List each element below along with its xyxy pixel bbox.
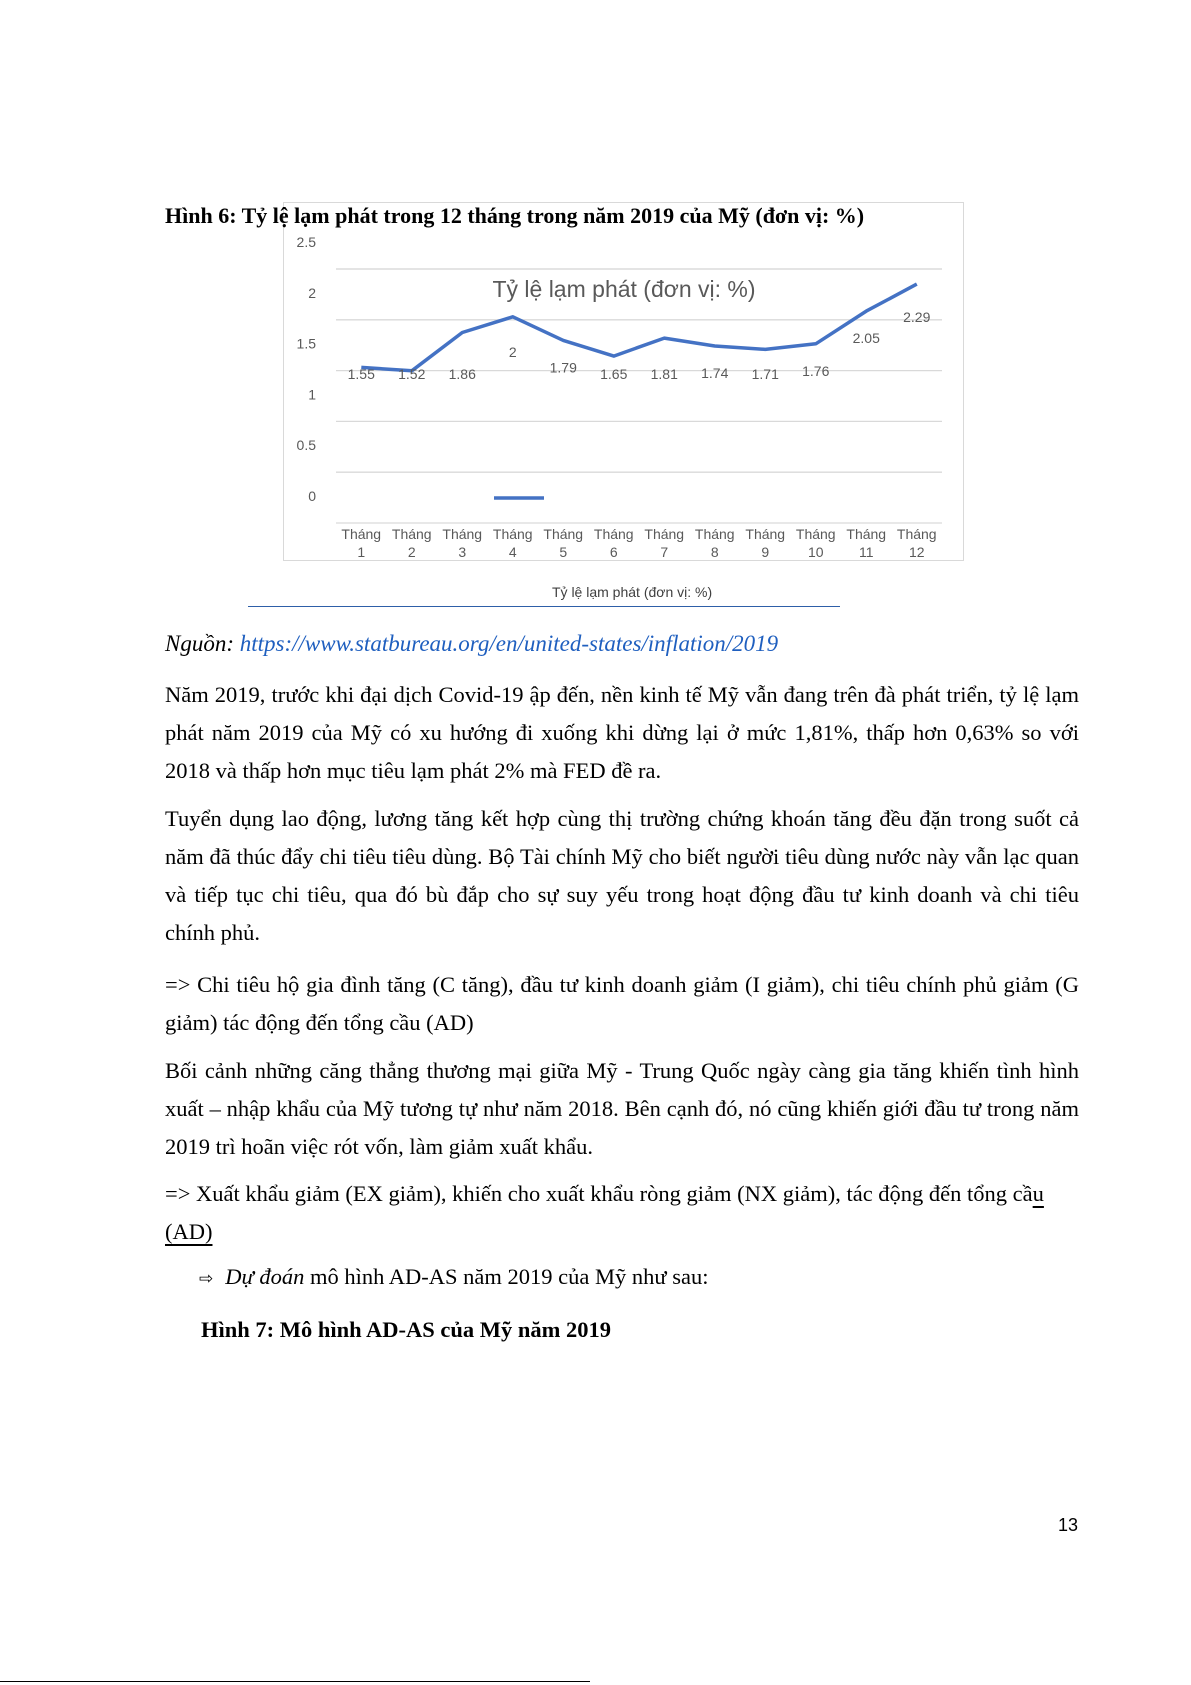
paragraph-consumer-spending: Tuyển dụng lao động, lương tăng kết hợp cùng thị trường chứng khoán tăng đều đặn trong suốt cả năm đã thúc đẩy chi tiêu tiêu dùng. Bộ Tài chính Mỹ cho biết người tiêu dùng nước này vẫn lạc quan và tiếp tục chi tiêu, qua đó bù đắp cho sự suy yếu trong hoạt động đầu tư kinh doanh và chi tiêu chính phủ. xyxy=(165,806,1079,945)
ad-underlined-text: u (AD) xyxy=(165,1181,1044,1244)
paragraph-ad-components: => Chi tiêu hộ gia đình tăng (C tăng), đầu tư kinh doanh giảm (I giảm), chi tiêu chính phủ giảm (G giảm) tác động đến tổng cầu (AD) xyxy=(165,972,1079,1035)
x-tick-label: 1 xyxy=(357,544,366,560)
x-tick-label: 2 xyxy=(407,544,416,560)
data-label: 1.71 xyxy=(751,366,779,382)
data-label: 1.79 xyxy=(549,359,577,376)
x-tick-label: 4 xyxy=(508,544,517,560)
x-tick-label: 12 xyxy=(908,544,925,560)
data-label: 1.76 xyxy=(802,362,830,379)
prediction-italic: Dự đoán xyxy=(225,1264,305,1289)
chart-legend-label: Tỷ lệ lạm phát (đơn vị: %) xyxy=(552,584,713,600)
arrow-icon: ⇨ xyxy=(199,1269,214,1289)
page-number: 13 xyxy=(1058,1515,1079,1535)
y-tick-label: 2 xyxy=(308,284,316,301)
x-tick-label: 3 xyxy=(458,544,467,560)
x-tick-label: 6 xyxy=(609,544,618,560)
paragraph-net-exports xyxy=(165,1175,1079,1251)
data-label: 2.05 xyxy=(852,330,880,347)
y-tick-label: 2.5 xyxy=(296,234,316,250)
x-tick-label: Tháng xyxy=(745,526,786,542)
y-tick-label: 0.5 xyxy=(296,437,316,454)
data-label: 1.65 xyxy=(600,366,628,382)
data-label: 1.86 xyxy=(448,366,476,382)
data-label: 1.52 xyxy=(398,366,426,382)
x-tick-label: Tháng xyxy=(694,526,735,542)
x-tick-label: Tháng xyxy=(593,526,634,542)
chart-figure-6 xyxy=(283,202,964,561)
prediction-text: mô hình AD-AS năm 2019 của Mỹ như sau: xyxy=(304,1264,709,1289)
chart-title: Tỷ lệ lạm phát (đơn vị: %) xyxy=(492,276,756,302)
y-tick-label: 1 xyxy=(308,386,316,403)
prediction-line xyxy=(199,1264,708,1290)
inflation-line-chart xyxy=(284,203,965,562)
data-label: 1.74 xyxy=(701,365,729,381)
page-bottom-rule xyxy=(0,1681,590,1682)
x-tick-label: Tháng xyxy=(543,526,584,542)
x-tick-label: 11 xyxy=(858,544,874,560)
x-tick-label: Tháng xyxy=(846,526,887,542)
x-tick-label: Tháng xyxy=(442,526,483,542)
x-tick-label: 5 xyxy=(559,544,568,560)
legend-underline xyxy=(248,606,840,607)
data-label: 1.81 xyxy=(650,366,678,382)
x-tick-label: 9 xyxy=(761,544,770,560)
paragraph-trade-tension: Bối cảnh những căng thẳng thương mại giữa Mỹ - Trung Quốc ngày càng gia tăng khiến tình hình xuất – nhập khẩu của Mỹ tương tự như năm 2018. Bên cạnh đó, nó cũng khiến giới đầu tư trong năm 2019 trì hoãn việc rót vốn, làm giảm xuất khẩu. xyxy=(165,1058,1079,1159)
x-tick-label: 10 xyxy=(807,544,824,560)
x-tick-label: 7 xyxy=(660,544,669,560)
data-label: 2.29 xyxy=(903,309,931,326)
source-link[interactable]: https://www.statbureau.org/en/united-states/inflation/2019 xyxy=(239,631,779,656)
x-tick-label: Tháng xyxy=(795,526,836,542)
figure-7-caption: Hình 7: Mô hình AD-AS của Mỹ năm 2019 xyxy=(201,1317,612,1342)
y-tick-label: 1.5 xyxy=(296,335,316,352)
data-label: 2 xyxy=(508,343,517,360)
data-label: 1.55 xyxy=(347,366,375,382)
x-tick-label: Tháng xyxy=(391,526,432,542)
net-exports-text: => Xuất khẩu giảm (EX giảm), khiến cho xuất khẩu ròng giảm (NX giảm), tác động đến tổng cầ xyxy=(165,1181,1033,1206)
source-label: Nguồn: xyxy=(165,631,240,656)
x-tick-label: Tháng xyxy=(341,526,382,542)
x-tick-label: Tháng xyxy=(644,526,685,542)
x-tick-label: 8 xyxy=(710,544,719,560)
source-line xyxy=(165,631,778,657)
figure-6-caption: Hình 6: Tỷ lệ lạm phát trong 12 tháng trong năm 2019 của Mỹ (đơn vị: %) xyxy=(165,203,865,228)
y-tick-label: 0 xyxy=(308,488,316,504)
x-tick-label: Tháng xyxy=(492,526,533,542)
x-tick-label: Tháng xyxy=(896,526,937,542)
paragraph-inflation-2019: Năm 2019, trước khi đại dịch Covid-19 ập đến, nền kinh tế Mỹ vẫn đang trên đà phát triển, tỷ lệ lạm phát năm 2019 của Mỹ có xu hướng đi xuống khi dừng lại ở mức 1,81%, thấp hơn 0,63% so với 2018 và thấp hơn mục tiêu lạm phát 2% mà FED đề ra. xyxy=(165,682,1079,783)
